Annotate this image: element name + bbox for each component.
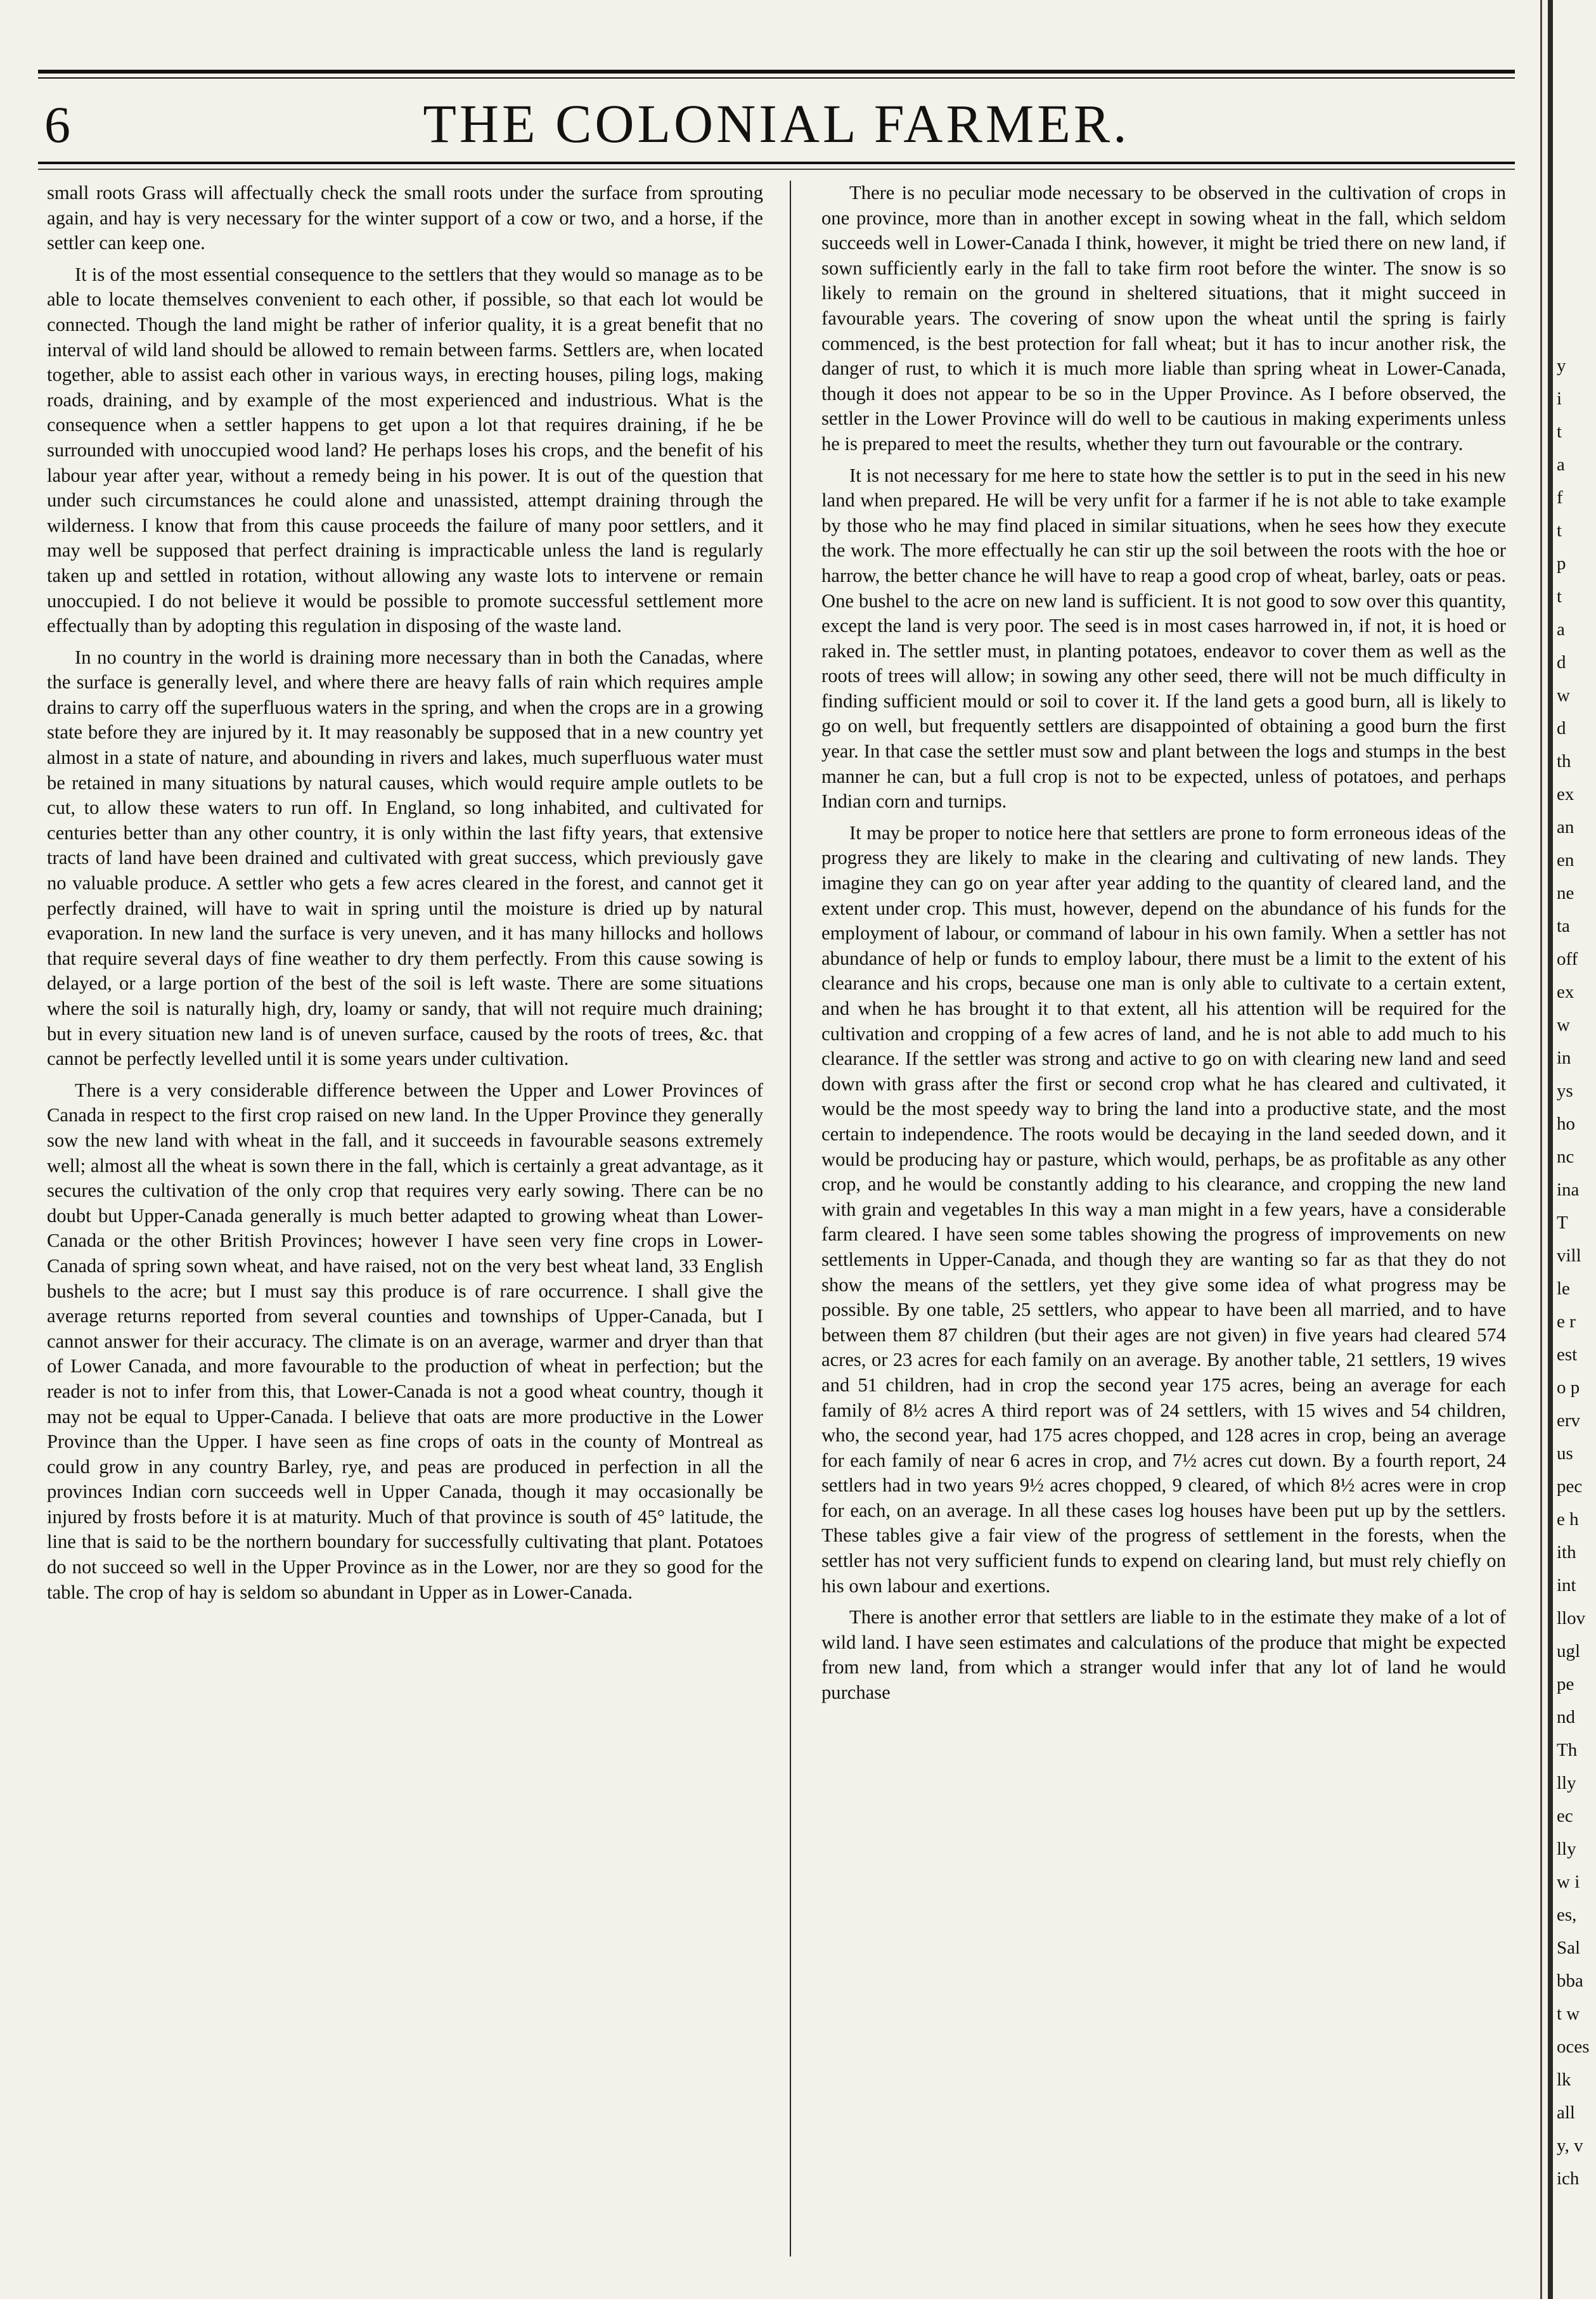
- edge-fragment: ta: [1557, 916, 1570, 936]
- edge-fragment: int: [1557, 1575, 1576, 1595]
- edge-fragment: e r: [1557, 1311, 1576, 1332]
- paragraph: There is no peculiar mode necessary to be observed in the cultivation of crops in one province, more than in another except in sowing wheat in the fall, which seldom succeeds well in Lower-Canada I think, however, it might be tried there on new land, if sown sufficiently early in the fall to take firm root before the winter. The snow is so likely to remain on the ground in sheltered situations, that it might succeed in favourable years. The covering of snow upon the wheat until the spring is fairly commenced, is the best protection for fall wheat; but it has to incur another risk, the danger of rust, to which it is much more liable than spring wheat in Lower-Canada, though it does not appear to be so in the Upper Province. As I before observed, the settler in the Lower Province will do well to be cautious in making experiments unless he is prepared to meet the results, whether they turn out favourable or the contrary.: [821, 182, 1506, 454]
- right-column: [821, 181, 1506, 1712]
- edge-fragment: lk: [1557, 2070, 1571, 2090]
- edge-fragment: ina: [1557, 1180, 1580, 1200]
- top-thin-rule: [38, 77, 1515, 79]
- edge-fragment: d: [1557, 652, 1566, 673]
- edge-fragment: ne: [1557, 883, 1574, 903]
- edge-fragment: en: [1557, 850, 1574, 870]
- edge-fragment: ich: [1557, 2168, 1580, 2189]
- paragraph: It may be proper to notice here that settlers are prone to form erroneous ideas of the progress they are likely to make in the clearing and cultivating of new lands. They imagine they can go on year after year adding to the quantity of cleared land, and the extent under crop. This must, however, depend on the abundance of his funds for the employment of labour, or command of labour in his own family. When a settler has not abundance of help or funds to employ labour, there must be a limit to the extent of his clearance and his crops, because one man is only able to cultivate to a certain extent, and when he has brought it to that extent, all his attention will be required for the cultivation and cropping of a few acres of land, and he is not able to add much to his clearance. If the settler was strong and active to go on with clearing new land and seed down with grass after the first or second crop what he has cleared and cultivated, it would be the most speedy way to bring the land into a productive state, and the most certain to independence. The roots would be decaying in the land seeded down, and it would be producing hay or pasture, which would, perhaps, be as profitable as any other crop, and he would be constantly adding to his clearance, and cropping the new land with grain and vegetables In this way a man might in a few years, have a considerable farm cleared. I have seen some tables showing the progress of improvements on new settlements in Upper-Canada, and though they are wanting so far as that they do not show the means of the settlers, yet they give some idea of what progress may be possible. By one table, 25 settlers, who appear to have been all married, and to have between them 87 children (but their ages are not given) in five years had cleared 574 acres, or 23 acres for each family on an average. By another table, 21 settlers, 19 wives and 51 children, had in crop the second year 175 acres, being an average for each family of 8½ acres A third report was of 24 settlers, with 15 wives and 54 children, who, the second year, had 175 acres chopped, and 128 acres in crop, being an average for each family of near 6 acres in crop, and 7½ acres cut down. By a fourth report, 24 settlers had in two years 9½ acres chopped, 9 cleared, of which 8½ acres were in crop for each, on an average. In all these cases log houses have been put up by the settlers. These tables give a fair view of the progress of settlement in the forests, when the settler has not very sufficient funds to expend on clearing land, but must rely chiefly on his own labour and exertions.: [821, 821, 1506, 1597]
- edge-fragment: nd: [1557, 1707, 1575, 1727]
- edge-fragment: pe: [1557, 1674, 1574, 1694]
- page-gutter-line: [1540, 0, 1542, 2299]
- page-header: [38, 89, 1515, 158]
- edge-fragment: us: [1557, 1443, 1573, 1464]
- edge-fragment: ugl: [1557, 1641, 1581, 1661]
- column-divider: [790, 181, 791, 2257]
- edge-fragment: t w: [1557, 2004, 1580, 2024]
- edge-fragment: ys: [1557, 1081, 1573, 1101]
- edge-fragment: f: [1557, 487, 1563, 508]
- left-column: [47, 181, 763, 1611]
- edge-fragment: y, v: [1557, 2135, 1583, 2156]
- edge-fragment: e h: [1557, 1509, 1579, 1529]
- edge-fragment: es,: [1557, 1905, 1577, 1925]
- edge-fragment: Sal: [1557, 1938, 1581, 1958]
- edge-fragment: le: [1557, 1278, 1570, 1299]
- edge-fragment: t: [1557, 422, 1562, 442]
- edge-fragment: Th: [1557, 1740, 1578, 1760]
- paragraph: It is of the most essential consequence to the settlers that they would so manage as to be able to locate themselves convenient to each other, if possible, so that each lot would be connected. Though the land might be rather of inferior quality, it is a great benefit that no interval of wild land should be allowed to remain between farms. Settlers are, when located together, able to assist each other in various ways, in erecting houses, piling logs, making roads, draining, and by example of the most experienced and industrious. What is the consequence when a settler happens to get upon a lot that requires draining, if he be surrounded with unoccupied wood land? He perhaps loses his crops, and the benefit of his labour year after year, without a remedy being in his power. It is out of the question that under such circumstances he could alone and unassisted, attempt draining through the wilderness. I know that from this cause proceeds the failure of many poor settlers, and it may well be supposed that perfect draining is impracticable unless the land is regularly taken up and settled in rotation, without allowing any waste lots to intervene or remain unoccupied. I do not believe it would be possible to promote successful settlement more effectually than by adopting this regulation in disposing of the waste land.: [47, 263, 763, 637]
- edge-fragment: w: [1557, 685, 1570, 705]
- edge-fragment: llov: [1557, 1608, 1586, 1628]
- header-rule-thin: [38, 169, 1515, 170]
- paragraph: There is another error that settlers are liable to in the estimate they make of a lot of wild land. I have seen estimates and calculations of the produce that might be expected from new land, from which a stranger would infer that any lot of land he would purchase: [821, 1606, 1506, 1704]
- edge-fragment: w i: [1557, 1872, 1580, 1892]
- edge-fragment: pec: [1557, 1476, 1583, 1497]
- newspaper-page: [38, 57, 1515, 2263]
- edge-fragment: lly: [1557, 1839, 1576, 1859]
- paragraph: There is a very considerable difference between the Upper and Lower Provinces of Canada in respect to the first crop raised on new land. In the Upper Province they generally sow the new land with wheat in the fall, and it succeeds in favourable seasons extremely well; almost all the wheat is sown there in the fall, which is certainly a great advantage, as it secures the cultivation of the only crop that requires very early sowing. There can be no doubt but Upper-Canada generally is much better adapted to growing wheat than Lower-Canada or the other British Provinces; however I have seen very fine crops in Lower-Canada of spring sown wheat, and have raised, not on the very best wheat land, 33 English bushels to the acre; but I must say this produce is of rare occurrence. I shall give the average returns reported from several counties and townships of Upper-Canada, but I cannot answer for their accuracy. The climate is on an average, warmer and dryer than that of Lower Canada, and more favourable to the production of wheat in perfection; but the reader is not to infer from this, that Lower-Canada is not a good wheat country, though it may not be equal to Upper-Canada. I believe that oats are more productive in the Lower Province than the Upper. I have seen as fine crops of oats in the county of Montreal as could grow in any country Barley, rye, and peas are produced in perfection in all the provinces Indian corn succeeds well in Upper Canada, though it may occasionally be injured by frosts before it is at maturity. Much of that province is south of 45° latitude, the line that is said to be the northern boundary for successfully cultivating that plant. Potatoes do not succeed so well in the Upper Province as in the Lower, nor are they so good for the table. The crop of hay is seldom so abundant in Upper as in Lower-Canada.: [47, 1079, 763, 1603]
- edge-fragment: lly: [1557, 1773, 1576, 1793]
- edge-fragment: t: [1557, 520, 1562, 541]
- paragraph: It is not necessary for me here to state how the settler is to put in the seed in his new land when prepared. He will be very unfit for a farmer if he is not able to take example by those who he may find placed in similar situations, when he sees how they execute the work. The more effectually he can stir up the soil between the roots with the hoe or harrow, the better chance he will have to reap a good crop of wheat, barley, oats or peas. One bushel to the acre on new land is sufficient. It is not good to sow over this quantity, except the land is very poor. The seed is in most cases harrowed in, if not, it is hoed or raked in. The settler must, in planting potatoes, endeavor to cover them as well as the roots of trees will allow; in sowing any other seed, there will not be much difficulty in finding sufficient mould or soil to cover it. If the land gets a good burn, all is likely to go on well, but frequently settlers are disappointed of obtaining a good burn the first year. In that case the settler must sow and plant between the logs and stumps in the best manner he can, but a full crop is not to be expected, unless of potatoes, and perhaps Indian corn and turnips.: [821, 464, 1506, 813]
- edge-fragment: nc: [1557, 1147, 1574, 1167]
- paragraph: In no country in the world is draining more necessary than in both the Canadas, where the surface is generally level, and where there are heavy falls of rain which requires ample drains to carry off the superfluous waters in the spring, and when the crops are in a growing state before they are injured by it. It may reasonably be supposed that in a new country yet almost in a state of nature, and abounding in rivers and lakes, much superfluous water must be retained in many situations by natural causes, which would require ample outlets to be cut, to allow these waters to run off. In England, so long inhabited, and cultivated for centuries better than any other country, it is only within the last fifty years, that extensive tracts of land have been drained and cultivated with great success, which previously gave no valuable produce. A settler who gets a few acres cleared in the forest, and cannot get it perfectly drained, will have to wait in spring until the moisture is dried up by natural evaporation. In new land the surface is very uneven, and it has many hillocks and hollows that require several days of fine weather to dry them perfectly. From this cause sowing is delayed, or a large portion of the best of the soil is left waste. There are some situations where the soil is naturally high, dry, loamy or sandy, that will not require much draining; but in every situation new land is of uneven surface, caused by the roots of trees, &c. that cannot be perfectly levelled until it is some years under cultivation.: [47, 646, 763, 1070]
- edge-fragment: ex: [1557, 982, 1574, 1002]
- paragraph: small roots Grass will affectually check the small roots under the surface from sprouting again, and hay is very necessary for the winter support of a cow or two, and a horse, if the settler can keep one.: [47, 182, 763, 254]
- edge-fragment: th: [1557, 751, 1571, 771]
- edge-fragment: ex: [1557, 784, 1574, 804]
- masthead-title: THE COLONIAL FARMER.: [423, 93, 1130, 154]
- edge-fragment: off: [1557, 949, 1578, 969]
- header-rule: [38, 162, 1515, 164]
- edge-fragment: o p: [1557, 1377, 1580, 1398]
- edge-fragment: an: [1557, 817, 1574, 837]
- edge-fragment: T: [1557, 1213, 1568, 1233]
- page-number: 6: [44, 96, 70, 153]
- edge-fragment: p: [1557, 553, 1566, 574]
- edge-fragment: bba: [1557, 1971, 1583, 1991]
- page-gutter-shadow: [1548, 0, 1553, 2299]
- edge-fragment: est: [1557, 1344, 1578, 1365]
- edge-fragment: w: [1557, 1015, 1570, 1035]
- edge-fragment: a: [1557, 619, 1565, 640]
- edge-fragment: ith: [1557, 1542, 1576, 1562]
- edge-fragment: i: [1557, 389, 1562, 409]
- edge-fragment: d: [1557, 718, 1566, 738]
- edge-fragment: ho: [1557, 1114, 1575, 1134]
- top-thick-rule: [38, 70, 1515, 74]
- edge-fragment: ec: [1557, 1806, 1573, 1826]
- edge-fragment: oces: [1557, 2037, 1590, 2057]
- edge-fragment: erv: [1557, 1410, 1581, 1431]
- edge-fragment: vill: [1557, 1246, 1581, 1266]
- edge-fragment: t: [1557, 586, 1562, 607]
- edge-fragment: y: [1557, 356, 1566, 376]
- edge-fragment: a: [1557, 454, 1565, 475]
- edge-fragment: in: [1557, 1048, 1571, 1068]
- edge-fragment: all: [1557, 2103, 1575, 2123]
